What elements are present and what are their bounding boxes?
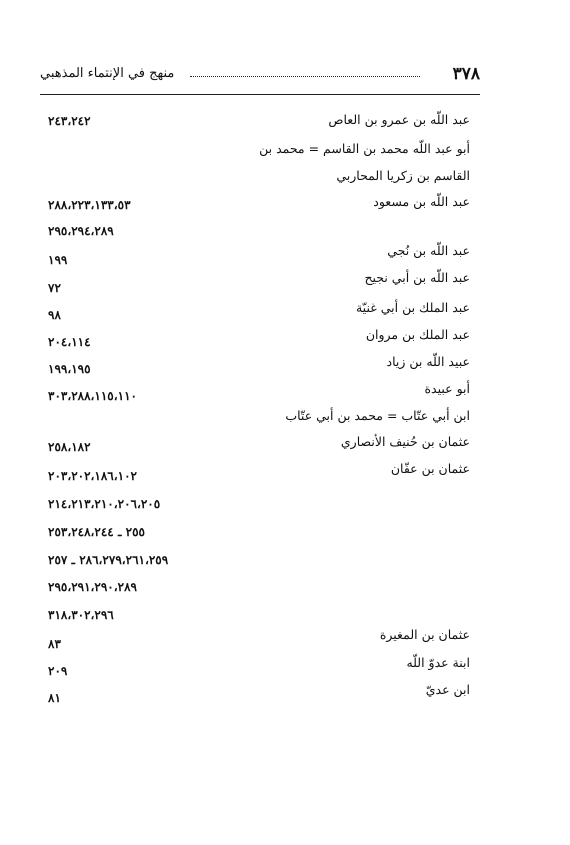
index-name: عبد اللّه بن أبي نجيح	[364, 270, 470, 285]
index-name: عبد اللّه بن مسعود	[373, 194, 470, 209]
page-references: ٣١٨،٣٠٢،٢٩٦	[48, 608, 114, 622]
index-name: عثمان بن حُنيف الأنصاري	[340, 434, 470, 449]
page-references: ٢١٤،٢١٣،٢١٠،٢٠٦،٢٠٥	[48, 497, 161, 511]
page-references: ٨٣	[48, 637, 61, 651]
page-references: ٢٩٥،٢٩١،٢٩٠،٢٨٩	[48, 580, 137, 594]
index-name: ابن أبي عتّاب = محمد بن أبي عتّاب	[285, 408, 470, 423]
index-name: ابنة عدوّ اللّه	[406, 655, 470, 670]
index-name: عبد اللّه بن نُجي	[387, 243, 470, 258]
page-references: ٢٠٩	[48, 664, 68, 678]
page-references: ٢٠٤،١١٤	[48, 335, 91, 349]
index-name: عبد الملك بن مروان	[365, 327, 470, 342]
page-references: ٣٠٣،٢٨٨،١١٥،١١٠	[48, 389, 137, 403]
page-references: ٢٥٨،١٨٢	[48, 440, 91, 454]
page-references: ٨١	[48, 691, 61, 705]
page-references: ٢٤٣،٢٤٢	[48, 114, 91, 128]
index-name: أبو عبيدة	[424, 381, 470, 396]
page-number: ٣٧٨	[452, 64, 480, 84]
page-references: ١٩٩	[48, 253, 68, 267]
index-name: القاسم بن زكريا المحاربي	[336, 168, 470, 183]
running-title: منهج في الإنتماء المذهبي	[40, 66, 175, 81]
page-references: ٢٨٨،٢٢٣،١٣٣،٥٣	[48, 198, 131, 212]
index-name: عبد اللّه بن عمرو بن العاص	[328, 112, 470, 127]
page-header	[40, 64, 480, 92]
index-name: عثمان بن المغيرة	[379, 627, 470, 642]
page-references: ٩٨	[48, 308, 61, 322]
index-name: ابن عديّ	[425, 682, 470, 697]
page-references: ٢٠٣،٢٠٢،١٨٦،١٠٢	[48, 469, 137, 483]
index-name: عبد الملك بن أبي غنيّة	[355, 300, 470, 315]
index-name: عثمان بن عفّان	[390, 461, 470, 476]
page-references: ٢٩٥،٢٩٤،٢٨٩	[48, 224, 114, 238]
header-rule	[40, 94, 480, 95]
page-references: ٧٢	[48, 281, 61, 295]
dotted-leader	[190, 76, 420, 77]
index-name: أبو عبد اللّه محمد بن القاسم = محمد بن	[259, 141, 470, 156]
page-references: ٢٥٥ ـ ٢٥٣،٢٤٨،٢٤٤	[48, 525, 145, 539]
index-name: عبيد اللّه بن زياد	[386, 354, 470, 369]
page-references: ١٩٩،١٩٥	[48, 362, 91, 376]
page-references: ٢٨٦،٢٧٩،٢٦١،٢٥٩ ـ ٢٥٧	[48, 553, 169, 567]
